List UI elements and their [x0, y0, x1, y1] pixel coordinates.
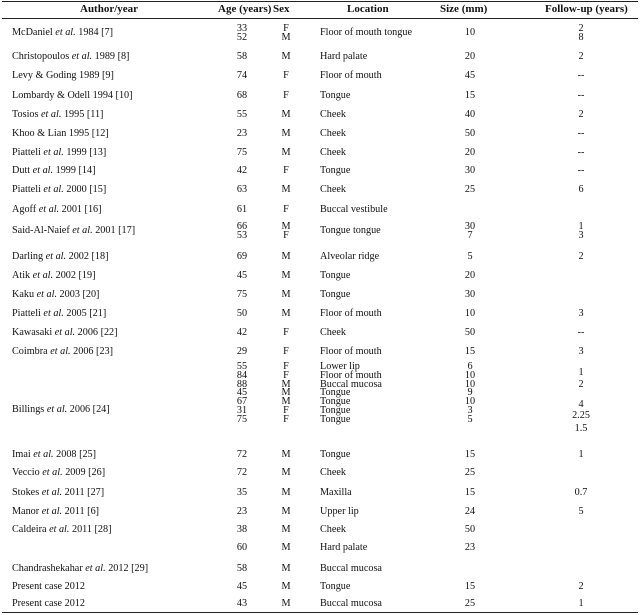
- cell-age: 75: [236, 413, 248, 425]
- cell-author: Agoff et al. 2001 [16]: [12, 204, 102, 215]
- cell-sex: M: [281, 387, 291, 399]
- cell-author: Imai et al. 2008 [25]: [12, 449, 97, 460]
- cell-followup: 8: [578, 31, 584, 43]
- cell-sex: M: [281, 289, 291, 300]
- cell-sex: M: [281, 487, 291, 498]
- cell-size: 20: [464, 147, 476, 158]
- cell-location: Cheek: [320, 467, 347, 478]
- cell-author: Caldeira et al. 2011 [28]: [12, 524, 112, 535]
- cell-location: Tongue: [320, 165, 351, 176]
- cell-location: Alveolar ridge: [320, 251, 380, 262]
- cell-location: Buccal mucosa: [320, 378, 382, 390]
- cell-followup: 2: [578, 379, 584, 390]
- cell-size: 25: [464, 598, 476, 609]
- cell-sex: F: [283, 165, 289, 176]
- cell-age: 55: [236, 109, 248, 120]
- cell-sex: F: [283, 204, 289, 215]
- cell-sex: M: [281, 109, 291, 120]
- cell-location: Cheek: [320, 327, 347, 338]
- cell-size: 3: [467, 405, 473, 416]
- cell-size: 25: [464, 184, 476, 195]
- cell-age: 66: [236, 221, 248, 232]
- cell-followup: 1: [578, 449, 584, 460]
- cell-author: Kaku et al. 2003 [20]: [12, 289, 100, 300]
- cell-location: Upper lip: [320, 506, 359, 517]
- cell-location: Floor of mouth: [320, 346, 382, 357]
- table-bottom-rule: [2, 612, 638, 613]
- cell-age: 75: [236, 147, 248, 158]
- cell-age: 69: [236, 251, 248, 262]
- cell-age: 31: [236, 405, 248, 416]
- cell-followup: 3: [578, 346, 584, 357]
- cell-location: Buccal vestibule: [320, 204, 388, 215]
- cell-age: 75: [236, 289, 248, 300]
- cell-age: 38: [236, 524, 248, 535]
- cell-location: Tongue: [320, 90, 351, 101]
- cell-size: 40: [464, 109, 476, 120]
- cell-followup: 2: [578, 23, 584, 34]
- cell-followup: 2: [578, 51, 584, 62]
- cell-sex: M: [281, 542, 291, 553]
- cell-followup: 1: [578, 221, 584, 232]
- cell-followup: 1.5: [574, 423, 588, 434]
- cell-author: McDaniel et al. 1984 [7]: [12, 27, 114, 39]
- cell-age: 88: [236, 378, 248, 390]
- cell-author: Kawasaki et al. 2006 [22]: [12, 327, 118, 338]
- cell-age: 61: [236, 204, 248, 215]
- cell-size: 15: [464, 581, 476, 592]
- cell-location: Floor of mouth: [320, 369, 382, 381]
- cell-size: 45: [464, 70, 476, 81]
- cell-sex: M: [281, 221, 291, 232]
- cell-author: Present case 2012: [12, 598, 85, 609]
- cell-age: 50: [236, 308, 248, 319]
- cell-sex: M: [281, 51, 291, 62]
- cell-sex: F: [283, 369, 289, 381]
- cell-author: Said-Al-Naief et al. 2001 [17]: [12, 225, 136, 237]
- cell-location: Lower lip: [320, 361, 360, 372]
- cell-size: 10: [464, 396, 476, 408]
- cell-size: 23: [464, 542, 476, 553]
- cell-age: 63: [236, 184, 248, 195]
- cell-size: 15: [464, 346, 476, 357]
- cell-age: 45: [236, 387, 248, 399]
- cell-size: 30: [464, 289, 476, 300]
- cell-size: 20: [464, 270, 476, 281]
- cell-sex: M: [281, 147, 291, 158]
- cell-size: 30: [464, 165, 476, 176]
- cell-location: Cheek: [320, 128, 347, 139]
- cell-location: Tongue: [320, 413, 351, 425]
- cell-size: 7: [467, 229, 473, 241]
- cell-author: Lombardy & Odell 1994 [10]: [12, 90, 133, 101]
- cell-age: 58: [236, 563, 248, 574]
- cell-followup: 3: [578, 229, 584, 241]
- cell-age: 60: [236, 542, 248, 553]
- cell-sex: F: [283, 229, 289, 241]
- cell-location: Buccal mucosa: [320, 563, 382, 574]
- table-top-rule: [2, 1, 638, 2]
- header-sex: Sex: [273, 3, 290, 15]
- cell-size: 30: [464, 221, 476, 232]
- cell-author: Veccio et al. 2009 [26]: [12, 467, 106, 478]
- cell-sex: F: [283, 405, 289, 416]
- cell-followup: 3: [578, 308, 584, 319]
- cell-author: Atik et al. 2002 [19]: [12, 270, 96, 281]
- cell-age: 35: [236, 487, 248, 498]
- cell-location: Cheek: [320, 184, 347, 195]
- cell-author: Tosios et al. 1995 [11]: [12, 109, 104, 120]
- cell-followup: 4: [578, 399, 584, 410]
- cell-size: 6: [467, 361, 473, 372]
- cell-followup: --: [577, 90, 585, 101]
- cell-size: 10: [464, 27, 476, 39]
- cell-size: 9: [467, 387, 473, 399]
- cell-age: 58: [236, 51, 248, 62]
- cell-sex: M: [281, 524, 291, 535]
- cell-followup: 1: [578, 598, 584, 609]
- cell-location: Tongue: [320, 396, 351, 408]
- cell-location: Tongue: [320, 289, 351, 300]
- cell-author: Darling et al. 2002 [18]: [12, 251, 109, 262]
- cell-location: Floor of mouth: [320, 70, 382, 81]
- cell-sex: M: [281, 598, 291, 609]
- cell-size: 10: [464, 369, 476, 381]
- cell-location: Cheek: [320, 147, 347, 158]
- cell-size: 25: [464, 467, 476, 478]
- cell-age: 72: [236, 467, 248, 478]
- cell-sex: F: [283, 413, 289, 425]
- cell-followup: 6: [578, 184, 584, 195]
- cell-sex: M: [281, 563, 291, 574]
- cell-author: Khoo & Lian 1995 [12]: [12, 128, 109, 139]
- header-rule: [2, 18, 638, 19]
- cell-location: Tongue: [320, 581, 351, 592]
- cell-sex: M: [281, 581, 291, 592]
- cell-location: Floor of mouth tongue: [320, 27, 412, 39]
- cell-location: Tongue: [320, 449, 351, 460]
- cell-author: Christopoulos et al. 1989 [8]: [12, 51, 130, 62]
- cell-author: Levy & Goding 1989 [9]: [12, 70, 114, 81]
- cell-size: 50: [464, 327, 476, 338]
- cell-age: 55: [236, 361, 248, 372]
- cell-author: Billings et al. 2006 [24]: [12, 404, 110, 415]
- header-age: Age (years): [218, 3, 272, 15]
- cell-author: Present case 2012: [12, 581, 85, 592]
- cell-followup: --: [577, 327, 585, 338]
- cell-sex: M: [281, 270, 291, 281]
- cell-sex: M: [281, 467, 291, 478]
- cell-followup: 2: [578, 251, 584, 262]
- cell-location: Tongue: [320, 387, 351, 399]
- cell-age: 74: [236, 70, 248, 81]
- cell-location: Maxilla: [320, 487, 352, 498]
- cell-size: 10: [464, 308, 476, 319]
- cell-location: Hard palate: [320, 51, 368, 62]
- cell-sex: M: [281, 128, 291, 139]
- cell-sex: M: [281, 449, 291, 460]
- cell-sex: F: [283, 23, 289, 34]
- cell-age: 33: [236, 23, 248, 34]
- cell-size: 15: [464, 487, 476, 498]
- header-author: Author/year: [80, 3, 139, 15]
- cell-size: 10: [464, 378, 476, 390]
- cell-author: Coimbra et al. 2006 [23]: [12, 346, 114, 357]
- cell-author: Manor et al. 2011 [6]: [12, 506, 100, 517]
- cell-location: Tongue tongue: [320, 225, 381, 237]
- cell-location: Tongue: [320, 405, 351, 416]
- cell-sex: M: [281, 308, 291, 319]
- cell-sex: M: [281, 31, 291, 43]
- cell-location: Floor of mouth: [320, 308, 382, 319]
- cell-sex: F: [283, 327, 289, 338]
- cell-sex: M: [281, 378, 291, 390]
- cell-age: 67: [236, 396, 248, 408]
- cell-size: 20: [464, 51, 476, 62]
- cell-age: 45: [236, 581, 248, 592]
- cell-sex: F: [283, 346, 289, 357]
- cell-followup: --: [577, 165, 585, 176]
- cell-location: Buccal mucosa: [320, 598, 382, 609]
- cell-sex: M: [281, 506, 291, 517]
- cell-sex: M: [281, 251, 291, 262]
- cell-author: Piatteli et al. 1999 [13]: [12, 147, 107, 158]
- cell-size: 50: [464, 128, 476, 139]
- cell-author: Stokes et al. 2011 [27]: [12, 487, 105, 498]
- cell-age: 68: [236, 90, 248, 101]
- cell-location: Cheek: [320, 109, 347, 120]
- header-followup: Follow-up (years): [545, 3, 628, 15]
- cell-followup: 2: [578, 109, 584, 120]
- cell-author: Dutt et al. 1999 [14]: [12, 165, 96, 176]
- cell-sex: M: [281, 396, 291, 408]
- cell-location: Cheek: [320, 524, 347, 535]
- cell-age: 42: [236, 165, 248, 176]
- cell-size: 5: [467, 251, 473, 262]
- cell-age: 84: [236, 369, 248, 381]
- cell-followup: 1: [578, 367, 584, 378]
- cell-followup: 5: [578, 506, 584, 517]
- cell-age: 43: [236, 598, 248, 609]
- cell-sex: F: [283, 90, 289, 101]
- cell-age: 53: [236, 229, 248, 241]
- cell-age: 45: [236, 270, 248, 281]
- header-size: Size (mm): [440, 3, 488, 15]
- cell-age: 72: [236, 449, 248, 460]
- cell-size: 15: [464, 90, 476, 101]
- cell-sex: M: [281, 184, 291, 195]
- cell-author: Piatteli et al. 2005 [21]: [12, 308, 107, 319]
- cell-followup: --: [577, 147, 585, 158]
- cell-location: Hard palate: [320, 542, 368, 553]
- cell-age: 42: [236, 327, 248, 338]
- cell-size: 5: [467, 413, 473, 425]
- cell-location: Tongue: [320, 270, 351, 281]
- cell-age: 52: [236, 31, 248, 43]
- cell-followup: 2: [578, 581, 584, 592]
- cell-followup: 2.25: [572, 410, 590, 421]
- cell-age: 23: [236, 128, 248, 139]
- cell-followup: --: [577, 70, 585, 81]
- cell-size: 50: [464, 524, 476, 535]
- cell-author: Piatteli et al. 2000 [15]: [12, 184, 107, 195]
- cell-followup: --: [577, 128, 585, 139]
- cell-author: Chandrashekahar et al. 2012 [29]: [12, 563, 149, 574]
- cell-followup: 0.7: [574, 487, 588, 498]
- cell-size: 15: [464, 449, 476, 460]
- cell-size: 24: [464, 506, 476, 517]
- cell-sex: F: [283, 361, 289, 372]
- cell-sex: F: [283, 70, 289, 81]
- header-location: Location: [347, 3, 389, 15]
- cell-age: 29: [236, 346, 248, 357]
- cell-age: 23: [236, 506, 248, 517]
